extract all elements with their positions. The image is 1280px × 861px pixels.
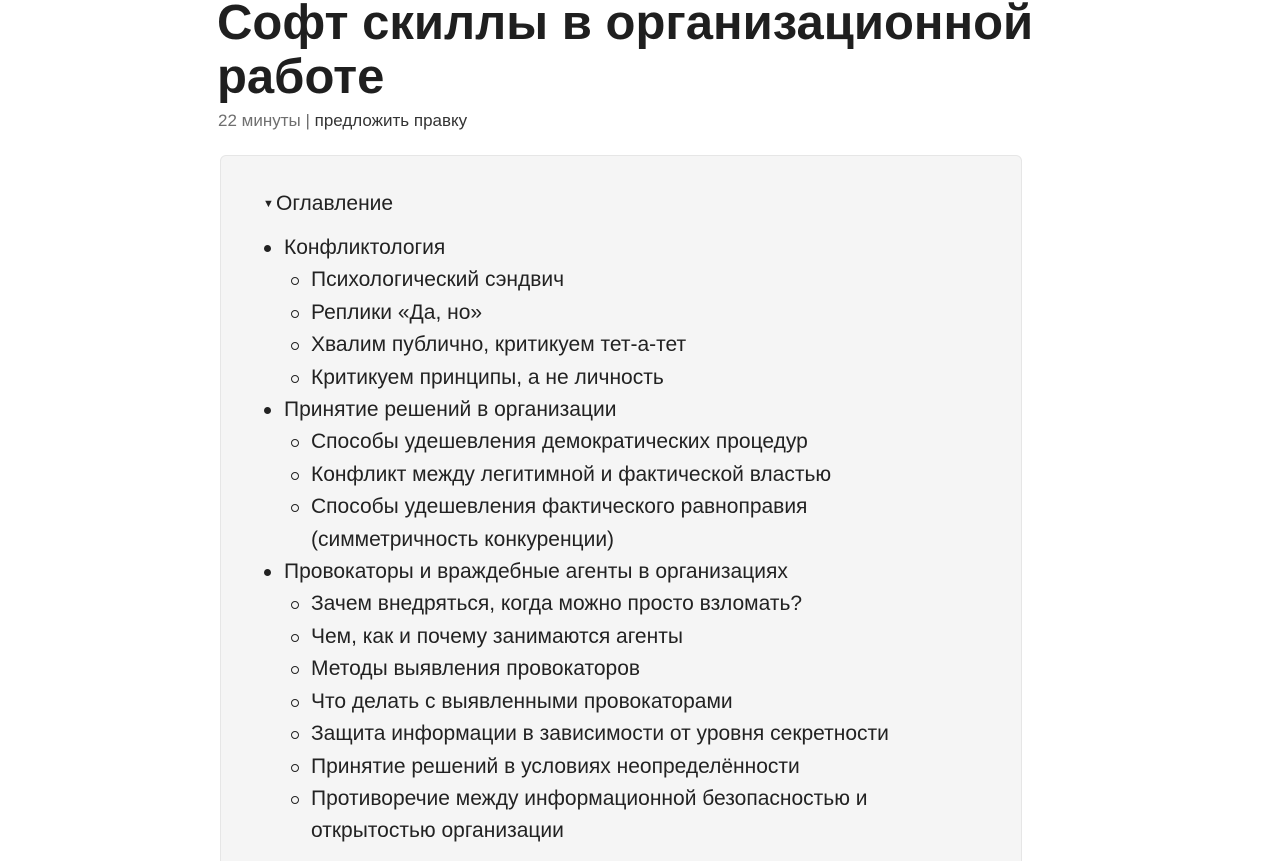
toc-subitem-link[interactable]: Реплики «Да, но» [311,300,483,324]
toc-section-link[interactable]: Конфликтология [284,236,446,259]
suggest-edit-link[interactable]: предложить правку [314,111,468,130]
toc-toggle[interactable] [263,191,393,217]
toc-subitem [311,264,984,296]
toc-section-link[interactable]: Принятие решений в организации [284,398,617,422]
circle-bullet-icon [291,439,299,447]
toc-subitem [311,621,984,653]
circle-bullet-icon [291,796,299,804]
toc-list [284,232,984,848]
bullet-icon [264,245,271,252]
toc-subitem-link[interactable]: Принятие решений в условиях неопределённости [311,754,800,778]
toc-label: Оглавление [276,192,394,215]
toc-subitem [311,297,984,329]
toc-section [284,232,984,394]
triangle-down-icon: ▼ [263,198,274,210]
toc-subitem [311,491,984,556]
circle-bullet-icon [291,342,299,350]
toc-sublist [284,264,984,394]
toc-section [284,556,984,848]
toc-subitem [311,459,984,491]
toc-subitem-link[interactable]: Что делать с выявленными провокаторами [311,689,733,713]
bullet-icon [264,569,271,576]
toc-subitem-link[interactable]: Способы удешевления фактического равноправия (симметричность конкуренции) [311,495,808,551]
toc-subitem [311,751,984,783]
toc-subitem [311,783,984,848]
meta-separator: | [305,111,310,130]
toc-section-link[interactable]: Провокаторы и враждебные агенты в организациях [284,560,788,584]
toc-subitem [311,362,984,394]
toc-subitem-link[interactable]: Критикуем принципы, а не личность [311,365,664,389]
toc-subitem-link[interactable]: Способы удешевления демократических процедур [311,430,808,454]
toc-subitem [311,329,984,361]
toc-subitem-link[interactable]: Методы выявления провокаторов [311,657,641,681]
toc-subitem-link[interactable]: Конфликт между легитимной и фактической властью [311,462,832,486]
reading-time: 22 минуты [218,111,301,130]
circle-bullet-icon [291,310,299,318]
toc-subitem-link[interactable]: Зачем внедряться, когда можно просто взломать? [311,592,803,616]
circle-bullet-icon [291,634,299,642]
toc-subitem-link[interactable]: Хвалим публично, критикуем тет-а-тет [311,333,687,357]
circle-bullet-icon [291,666,299,674]
circle-bullet-icon [291,764,299,772]
circle-bullet-icon [291,472,299,480]
toc-sublist [284,426,984,556]
page-title: Софт скиллы в организационной работе [217,0,1034,104]
toc-subitem [311,686,984,718]
toc-subitem-link[interactable]: Защита информации в зависимости от уровня секретности [311,722,889,746]
toc-sublist [284,588,984,847]
circle-bullet-icon [291,601,299,609]
circle-bullet-icon [291,277,299,285]
toc-subitem-link[interactable]: Чем, как и почему занимаются агенты [311,624,683,648]
toc-subitem [311,653,984,685]
toc-subitem [311,588,984,620]
article-meta [218,110,467,132]
circle-bullet-icon [291,731,299,739]
toc-subitem-link[interactable]: Психологический сэндвич [311,268,565,292]
bullet-icon [264,407,271,414]
circle-bullet-icon [291,375,299,383]
toc-section [284,394,984,556]
toc-subitem [311,718,984,750]
table-of-contents [220,155,1022,861]
circle-bullet-icon [291,504,299,512]
circle-bullet-icon [291,699,299,707]
toc-subitem [311,426,984,458]
toc-subitem-link[interactable]: Противоречие между информационной безопасностью и открытостью организации [311,786,868,843]
